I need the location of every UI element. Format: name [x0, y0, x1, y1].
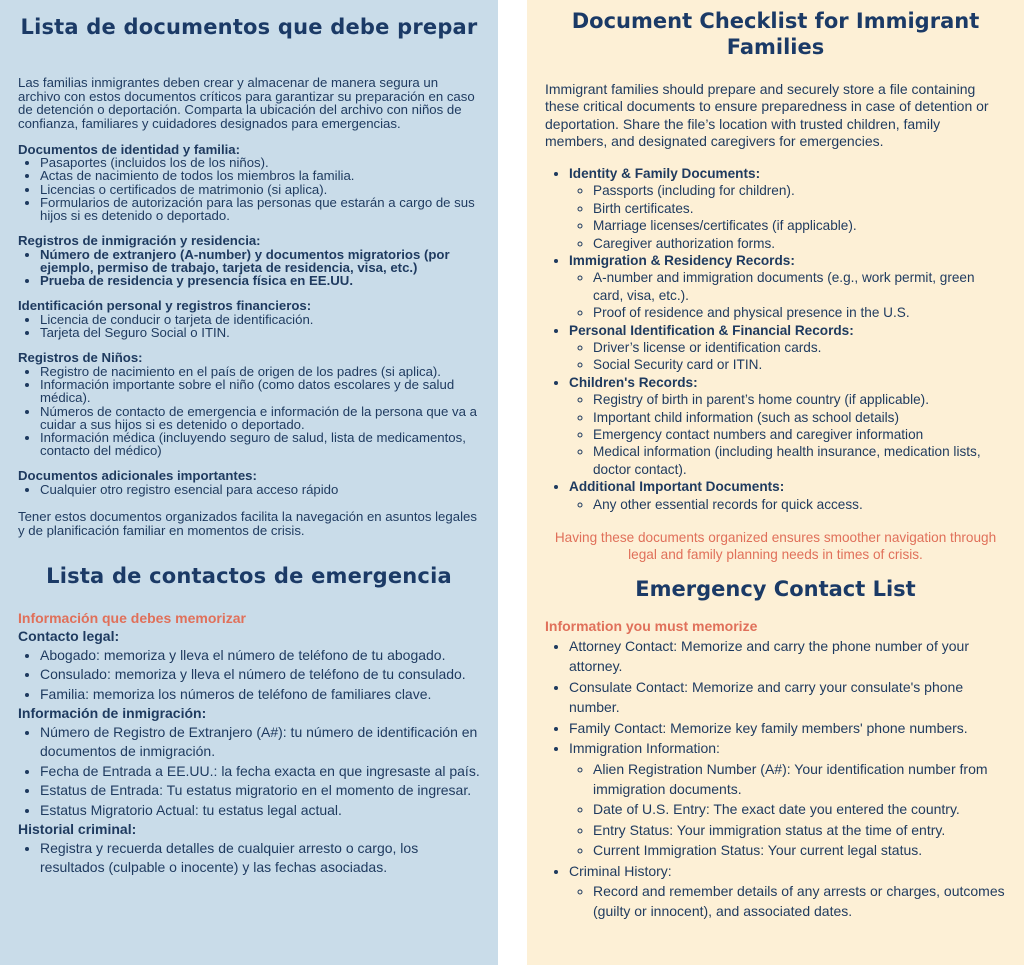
en-section	[569, 374, 1006, 478]
es-section-title: Registros de Niños:	[18, 350, 143, 366]
es-closing: Tener estos documentos organizados facilita la navegación en asuntos legales y de planificación familiar en momentos de crisis.	[18, 509, 477, 538]
es-contact-title: Lista de contactos de emergencia	[46, 564, 452, 589]
list-item: • Consulado: memoriza y lleva el número de teléfono de tu consulado.	[40, 665, 480, 684]
es-section-title: Identificación personal y registros financieros:	[18, 298, 312, 314]
list-item: • Información importante sobre el niño (como datos escolares y de salud médica).	[40, 378, 480, 404]
en-criminal-items	[569, 881, 1006, 922]
list-item: ◦ Social Security card or ITIN.	[593, 356, 1006, 373]
en-immigration-items	[569, 759, 1006, 861]
es-section-list	[18, 156, 480, 222]
list-item: ◦ Medical information (including health insurance, medication lists, doctor contact).	[593, 443, 1006, 478]
list-item: • Estatus de Entrada: Tu estatus migratorio en el momento de ingresar.	[40, 781, 480, 800]
list-item: ◦ Passports (including for children).	[593, 182, 1006, 199]
list-item: • Consulate Contact: Memorize and carry your consulate's phone number.	[569, 677, 1006, 718]
list-item: • Attorney Contact: Memorize and carry the phone number of your attorney.	[569, 636, 1006, 677]
en-section-title: Children's Records:	[569, 374, 698, 390]
list-item: • Family Contact: Memorize key family members' phone numbers.	[569, 718, 1006, 738]
list-item: • Estatus Migratorio Actual: tu estatus legal actual.	[40, 801, 480, 820]
list-item: • Información médica (incluyendo seguro de salud, lista de medicamentos, contacto del médico)	[40, 431, 480, 457]
list-item: ◦ Date of U.S. Entry: The exact date you entered the country.	[593, 799, 1006, 819]
list-item: ◦ Current Immigration Status: Your current legal status.	[593, 840, 1006, 860]
list-item: ◦ A-number and immigration documents (e.g., work permit, green card, visa, etc.).	[593, 269, 1006, 304]
list-item: • Familia: memoriza los números de teléfono de familiares clave.	[40, 685, 480, 704]
es-contact-section-title: Información de inmigración:	[18, 705, 207, 722]
list-item: • Registra y recuerda detalles de cualquier arresto o cargo, los resultados (culpable o inocente) y las fechas asociadas.	[40, 839, 480, 876]
list-item: ◦ Any other essential records for quick access.	[593, 496, 1006, 513]
en-section-title: Immigration & Residency Records:	[569, 252, 795, 268]
es-document-title: Lista de documentos que debe prepar	[20, 15, 478, 39]
en-memorize-heading: Information you must memorize	[545, 618, 758, 635]
list-item: • Prueba de residencia y presencia física en EE.UU.	[40, 274, 480, 287]
list-item: ◦ Registry of birth in parent’s home country (if applicable).	[593, 391, 1006, 408]
list-item: ◦ Entry Status: Your immigration status at the time of entry.	[593, 820, 1006, 840]
es-contact-section-title: Historial criminal:	[18, 821, 137, 838]
en-section-title: Personal Identification & Financial Records:	[569, 322, 854, 338]
es-section-list	[18, 313, 480, 339]
list-item: ◦ Birth certificates.	[593, 200, 1006, 217]
es-contact-list	[18, 723, 480, 819]
list-item: • Número de Registro de Extranjero (A#): tu número de identificación en documentos de inmigración.	[40, 723, 480, 760]
es-section-list	[18, 365, 480, 457]
list-item	[569, 861, 1006, 922]
en-section-title: Additional Important Documents:	[569, 479, 785, 495]
es-contact-list	[18, 839, 480, 876]
en-section	[569, 322, 1006, 374]
english-panel	[527, 0, 1024, 965]
list-item: • Registro de nacimiento en el país de origen de los padres (si aplica).	[40, 365, 480, 378]
es-contact-list	[18, 646, 480, 704]
es-section-title: Documentos de identidad y familia:	[18, 141, 241, 157]
en-section	[569, 478, 1006, 513]
list-item: • Fecha de Entrada a EE.UU.: la fecha exacta en que ingresaste al país.	[40, 762, 480, 781]
en-contact-title: Emergency Contact List	[635, 576, 916, 601]
en-intro: Immigrant families should prepare and securely store a file containing these critical documents to ensure preparedness in case of detention or deportation. Share the file’s location with trusted children, family members, and designated caregivers for emergencies.	[545, 80, 989, 150]
es-memorize-heading: Información que debes memorizar	[18, 609, 246, 626]
en-closing: Having these documents organized ensures smoother navigation through legal and family planning needs in times of crisis.	[554, 530, 997, 563]
list-item: • Actas de nacimiento de todos los miembros la familia.	[40, 169, 480, 182]
en-criminal-label: Criminal History:	[569, 862, 672, 879]
es-intro: Las familias inmigrantes deben crear y almacenar de manera segura un archivo con estos documentos críticos para garantizar su preparación en caso de detención o deportación. Comparta la ubicación del archivo con niños de confianza, familiares y cuidadores designados para emergencias.	[18, 75, 475, 132]
list-item: ◦ Proof of residence and physical presence in the U.S.	[593, 304, 1006, 321]
list-item: ◦ Caregiver authorization forms.	[593, 235, 1006, 252]
list-item: • Cualquier otro registro esencial para acceso rápido	[40, 483, 480, 496]
list-item: • Número de extranjero (A-number) y documentos migratorios (por ejemplo, permiso de trabajo, tarjeta de residencia, visa, etc.)	[40, 248, 480, 274]
es-section-title: Documentos adicionales importantes:	[18, 468, 257, 484]
list-item: • Licencias o certificados de matrimonio (si aplica).	[40, 183, 480, 196]
en-section-items	[569, 269, 1006, 321]
list-item: ◦ Driver’s license or identification cards.	[593, 339, 1006, 356]
list-item: ◦ Alien Registration Number (A#): Your identification number from immigration documents.	[593, 759, 1006, 800]
en-section-items	[569, 391, 1006, 478]
es-section-list	[18, 248, 480, 288]
en-immigration-label: Immigration Information:	[569, 740, 720, 757]
en-section	[569, 165, 1006, 252]
list-item: • Formularios de autorización para las personas que estarán a cargo de sus hijos si es detenido o deportado.	[40, 196, 480, 222]
list-item: • Licencia de conducir o tarjeta de identificación.	[40, 313, 480, 326]
list-item: • Números de contacto de emergencia e información de la persona que va a cuidar a sus hijos si es detenido o deportado.	[40, 405, 480, 431]
es-contact-section-title: Contacto legal:	[18, 627, 120, 644]
en-contact-list	[545, 636, 1006, 922]
list-item: • Abogado: memoriza y lleva el número de teléfono de tu abogado.	[40, 646, 480, 665]
list-item: ◦ Marriage licenses/certificates (if applicable).	[593, 217, 1006, 234]
es-section-list	[18, 483, 480, 496]
en-section-title: Identity & Family Documents:	[569, 165, 761, 181]
en-section-items	[569, 339, 1006, 374]
en-document-title: Document Checklist for Immigrant Families	[571, 9, 980, 60]
list-item	[569, 738, 1006, 860]
list-item: • Pasaportes (incluidos los de los niños).	[40, 156, 480, 169]
en-section-items	[569, 182, 1006, 252]
es-section-title: Registros de inmigración y residencia:	[18, 233, 261, 249]
en-document-list	[545, 165, 1006, 513]
spanish-panel	[0, 0, 498, 965]
en-section	[569, 252, 1006, 322]
list-item: ◦ Record and remember details of any arrests or charges, outcomes (guilty or innocent), and associated dates.	[593, 881, 1006, 922]
list-item: ◦ Important child information (such as school details)	[593, 409, 1006, 426]
list-item: ◦ Emergency contact numbers and caregiver information	[593, 426, 1006, 443]
list-item: • Tarjeta del Seguro Social o ITIN.	[40, 326, 480, 339]
en-section-items	[569, 496, 1006, 513]
